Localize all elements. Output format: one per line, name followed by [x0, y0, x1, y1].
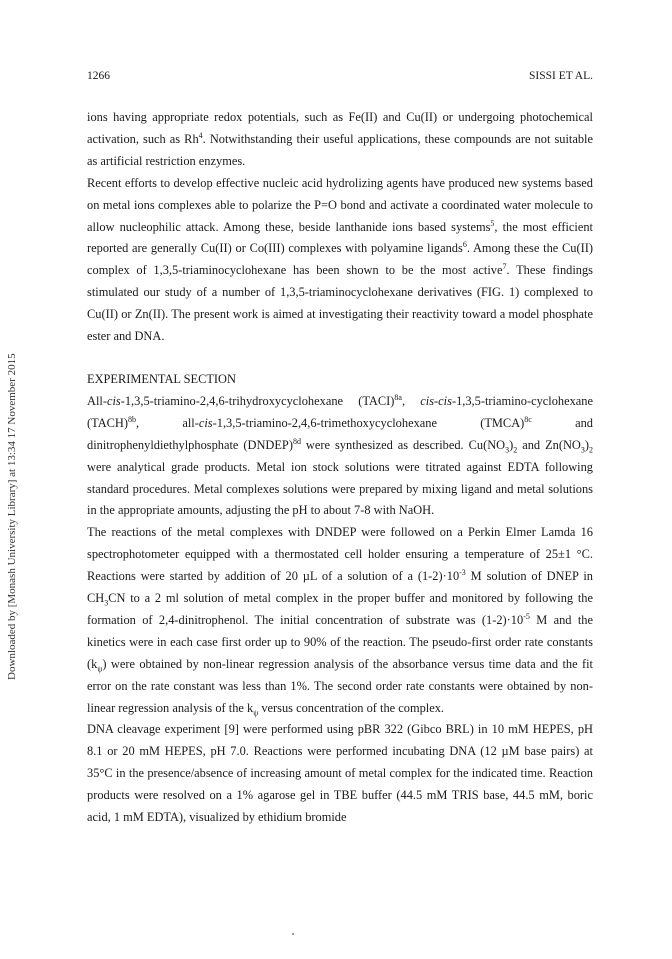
scan-speck: [292, 933, 294, 935]
running-authors: SISSI ET AL.: [528, 70, 593, 82]
running-header: [87, 70, 593, 84]
paragraph-kinetics: The reactions of the metal complexes with DNDEP were followed on a Perkin Elmer Lamda 16 spectrophotometer equipped with a thermostated cell holder ensuring a temperature of 25±1 °C. Reactions were started by addition of 20 µL of a solution of a $(1-2)\cdot 10^{-3}$ M solution of DNEP in $CH_3CN$ to a 2 ml solution of metal complex in the proper buffer and monitored by following the formation of 2,4-dinitrophenol. The initial concentration of substrate was $(1-2)\cdot 10^{-5}$ M and the kinetics were in each case first order up to 90% of the reaction. The pseudo-first order rate constants $(k_\psi)$ were obtained by non-linear regression analysis of the absorbance versus time data and the fit error on the rate constant was less than 1%. The second order rate constants were obtained by non-linear regression analysis of the $k_\psi$ versus concentration of the complex.: [87, 525, 593, 718]
page-number: 1266: [87, 70, 110, 82]
section-heading: EXPERIMENTAL SECTION: [87, 371, 236, 386]
download-watermark: [6, 160, 18, 680]
watermark-text: Downloaded by [Monash University Library] at 13:34 17 November 2015: [6, 353, 18, 680]
paragraph-intro-end: ions having appropriate redox potentials, such as Fe(II) and Cu(II) or undergoing photochemical activation, such as Rh$^4$. Notwithstanding their useful applications, these compounds are not suitable as artificial restriction enzymes.: [87, 110, 593, 168]
paragraph-materials: All-cis-1,3,5-triamino-2,4,6-trihydroxycyclohexane (TACI)$^{8a}$, cis-cis-1,3,5-triamino-cyclohexane (TACH)$^{8b}$, all-cis-1,3,5-triamino-2,4,6-trimethoxycyclohexane (TMCA)$^{8c}$ and dinitrophenyldiethylphosphate (DNDEP)$^{8d}$ were synthesized as described. $Cu(NO_3)_2$ and $Zn(NO_3)_2$ were analytical grade products. Metal ion stock solutions were titrated against EDTA following standard procedures. Metal complexes solutions were prepared by mixing ligand and metal solutions in the appropriate amounts, adjusting the pH to about 7-8 with NaOH.: [87, 392, 594, 518]
paragraph-recent-efforts: Recent efforts to develop effective nucleic acid hydrolizing agents have produced new systems based on metal ions complexes able to polarize the P=O bond and activate a coordinated water molecule to allow nucleophilic attack. Among these, beside lanthanide ions based systems$^5$, the most efficient reported are generally Cu(II) or Co(III) complexes with polyamine ligands$^6$. Among these the Cu(II) complex of 1,3,5-triaminocyclohexane has been shown to be the most active$^7$. These findings stimulated our study of a number of 1,3,5-triaminocyclohexane derivatives (FIG. 1) complexed to Cu(II) or Zn(II). The present work is aimed at investigating their reactivity toward a model phosphate ester and DNA.: [87, 175, 593, 344]
paragraph-dna-cleavage: DNA cleavage experiment [9] were performed using pBR 322 (Gibco BRL) in 10 mM HEPES, pH 8.1 or 20 mM HEPES, pH 7.0. Reactions were performed incubating DNA (12 µM base pairs) at 35°C in the presence/absence of increasing amount of metal complex for the indicated time. Reaction products were resolved on a 1% agarose gel in TBE buffer (44.5 mM TRIS base, 44.5 mM, boric acid, 1 mM EDTA), visualized by ethidium bromide: [87, 722, 593, 825]
article-body: [87, 107, 593, 829]
